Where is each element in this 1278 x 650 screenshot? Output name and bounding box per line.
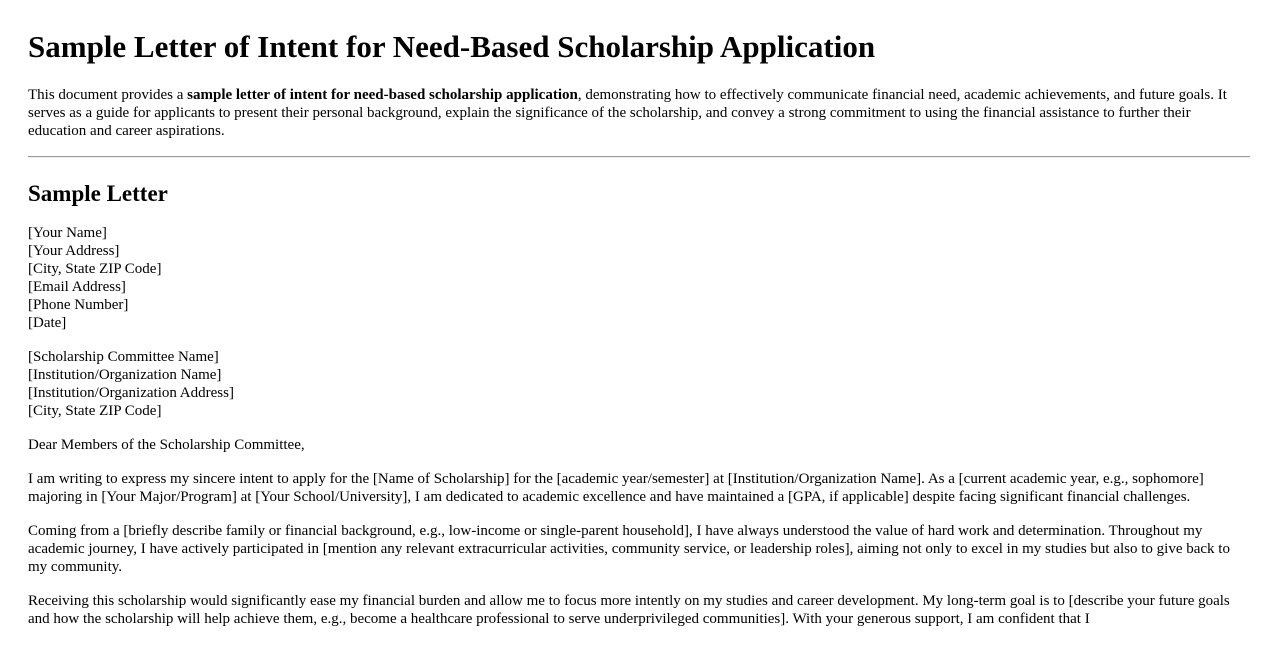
sender-name: [Your Name]: [28, 225, 107, 241]
intro-text-bold: sample letter of intent for need-based scholarship application: [187, 87, 578, 103]
section-heading: Sample Letter: [28, 181, 168, 206]
recipient-city-state-zip: [City, State ZIP Code]: [28, 403, 162, 419]
recipient-address-block: [28, 348, 1250, 420]
sender-address: [Your Address]: [28, 243, 120, 259]
sender-phone: [Phone Number]: [28, 297, 129, 313]
letter-paragraph-goals: Receiving this scholarship would significantly ease my financial burden and allow me to focus more intently on my studies and career development. My long-term goal is to [describe your future goals and how the scholarship will help achieve them, e.g., become a healthcare professional to serve underprivileged communities]. With your generous support, I am confident that I: [28, 593, 1230, 627]
section-divider: [28, 156, 1250, 158]
page-title: Sample Letter of Intent for Need-Based Scholarship Application: [28, 29, 876, 64]
sender-email: [Email Address]: [28, 279, 126, 295]
intro-text-after: , demonstrating how to effectively communicate financial need, academic achievements, and future goals. It serves as a guide for applicants to present their personal background, explain the significance of the scholarship, and convey a strong commitment to using the financial assistance to further their education and career aspirations.: [28, 87, 1227, 139]
document-page: [28, 0, 1250, 628]
recipient-committee-name: [Scholarship Committee Name]: [28, 349, 219, 365]
letter-salutation: Dear Members of the Scholarship Committee,: [28, 437, 305, 453]
recipient-institution-name: [Institution/Organization Name]: [28, 367, 222, 383]
letter-paragraph-intent: I am writing to express my sincere intent to apply for the [Name of Scholarship] for the [academic year/semester] at [Institution/Organization Name]. As a [current academic year, e.g., sophomore] majoring in [Your Major/Program] at [Your School/University], I am dedicated to academic excellence and have maintained a [GPA, if applicable] despite facing significant financial challenges.: [28, 471, 1204, 505]
letter-paragraph-background: Coming from a [briefly describe family or financial background, e.g., low-income or single-parent household], I have always understood the value of hard work and determination. Throughout my academic journey, I have actively participated in [mention any relevant extracurricular activities, community service, or leadership roles], aiming not only to excel in my studies but also to give back to my community.: [28, 523, 1230, 575]
sender-city-state-zip: [City, State ZIP Code]: [28, 261, 162, 277]
sender-address-block: [28, 224, 1250, 332]
letter-date: [Date]: [28, 315, 67, 331]
intro-text-before: This document provides a: [28, 87, 188, 103]
intro-paragraph: [28, 86, 1250, 140]
recipient-institution-address: [Institution/Organization Address]: [28, 385, 234, 401]
